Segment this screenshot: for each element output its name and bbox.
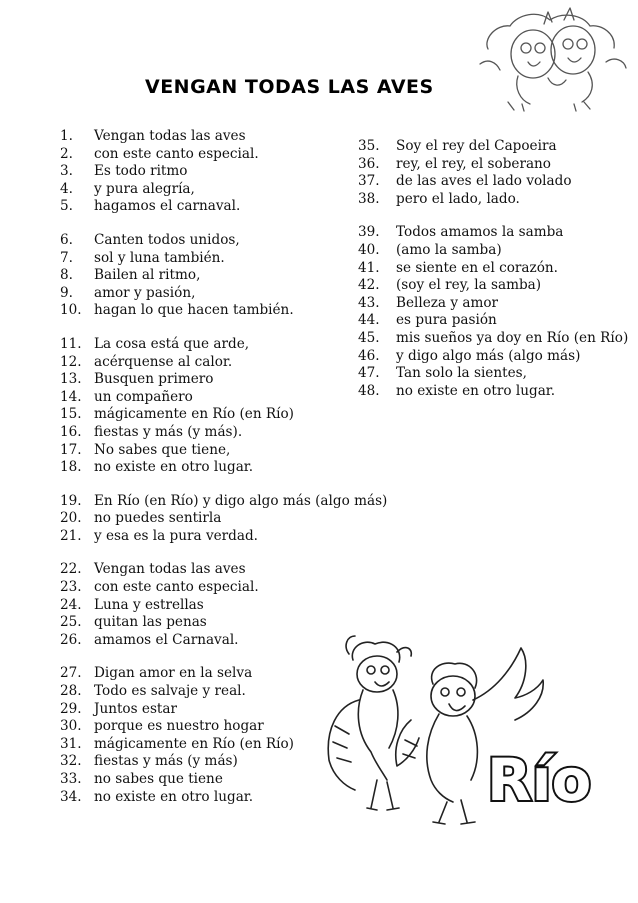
lyric-line: [60, 250, 390, 268]
lyric-line: [60, 163, 390, 181]
lyric-line: [60, 371, 390, 389]
lyric-line: [358, 277, 638, 295]
lyric-line: [60, 459, 390, 477]
lyric-line: [60, 597, 390, 615]
line-number: 22.: [60, 561, 82, 578]
lyric-line: [358, 383, 638, 401]
lyric-line: [358, 242, 638, 260]
line-text: no sabes que tiene: [94, 771, 223, 787]
lyric-line: [60, 146, 390, 164]
line-text: Es todo ritmo: [94, 163, 188, 180]
line-number: 21.: [60, 527, 82, 544]
line-number: 1.: [60, 128, 73, 144]
line-number: 34.: [60, 788, 82, 805]
line-text: de las aves el lado volado: [396, 173, 572, 190]
lyric-line: [60, 198, 390, 216]
lyric-line: [60, 406, 390, 424]
line-number: 39.: [358, 224, 380, 241]
line-number: 42.: [358, 277, 380, 294]
line-number: 15.: [60, 406, 82, 423]
line-number: 4.: [60, 180, 73, 197]
line-text: Bailen al ritmo,: [94, 267, 201, 284]
line-number: 40.: [358, 241, 380, 258]
page-title: VENGAN TODAS LAS AVES: [145, 76, 434, 98]
lyric-line: [60, 561, 390, 579]
line-number: 29.: [60, 700, 82, 717]
line-number: 45.: [358, 329, 380, 346]
lyric-line: [60, 442, 390, 460]
line-number: 2.: [60, 145, 73, 162]
lyric-line: [60, 285, 390, 303]
line-number: 35.: [358, 138, 380, 154]
line-number: 6.: [60, 231, 73, 248]
line-number: 32.: [60, 753, 82, 770]
line-text: mis sueños ya doy en Río (en Río): [396, 329, 629, 346]
rio-parrots-icon: [315, 630, 615, 830]
line-text: Todos amamos la samba: [396, 224, 564, 241]
line-number: 11.: [60, 335, 82, 352]
line-text: es pura pasión: [396, 312, 497, 329]
line-number: 47.: [358, 365, 380, 382]
line-text: Tan solo la sientes,: [396, 365, 527, 382]
line-text: hagan lo que hacen también.: [94, 302, 294, 319]
line-number: 20.: [60, 510, 82, 527]
lyric-line: [358, 348, 638, 366]
lyric-line: [358, 156, 638, 174]
line-text: no puedes sentirla: [94, 510, 222, 527]
right-stanza: [358, 138, 638, 208]
line-number: 17.: [60, 441, 82, 458]
line-text: fiestas y más (y más).: [94, 423, 243, 440]
line-number: 46.: [358, 347, 380, 364]
line-text: pero el lado, lado.: [396, 190, 520, 207]
line-text: Canten todos unidos,: [94, 231, 240, 248]
rio-logo: Río: [487, 746, 592, 814]
line-text: Juntos estar: [94, 700, 177, 717]
line-text: mágicamente en Río (en Río): [94, 735, 294, 752]
line-text: un compañero: [94, 388, 193, 405]
lyric-line: [358, 365, 638, 383]
line-text: Digan amor en la selva: [94, 665, 253, 682]
lyric-line: [358, 260, 638, 278]
line-number: 37.: [358, 173, 380, 190]
line-text: La cosa está que arde,: [94, 335, 250, 352]
lyric-line: [358, 173, 638, 191]
line-text: Busquen primero: [94, 371, 214, 388]
lyric-line: [60, 528, 390, 546]
line-number: 48.: [358, 382, 380, 399]
line-number: 16.: [60, 423, 82, 440]
lyric-line: [358, 138, 638, 156]
lyric-line: [60, 510, 390, 528]
lyric-line: [60, 493, 390, 511]
line-number: 26.: [60, 631, 82, 648]
line-number: 27.: [60, 665, 82, 682]
line-text: amor y pasión,: [94, 284, 196, 301]
lyric-line: [60, 128, 390, 146]
line-text: con este canto especial.: [94, 145, 259, 162]
line-text: Belleza y amor: [396, 294, 499, 311]
line-text: No sabes que tiene,: [94, 441, 231, 458]
lyric-line: [358, 330, 638, 348]
line-number: 23.: [60, 579, 82, 596]
line-text: rey, el rey, el soberano: [396, 155, 551, 172]
line-text: con este canto especial.: [94, 579, 259, 596]
line-number: 33.: [60, 771, 82, 787]
line-number: 28.: [60, 683, 82, 700]
lyric-line: [358, 224, 638, 242]
lyric-line: [358, 312, 638, 330]
lyric-line: [60, 389, 390, 407]
left-stanza: [60, 493, 390, 546]
line-number: 13.: [60, 371, 82, 388]
line-text: Todo es salvaje y real.: [94, 683, 246, 700]
line-number: 38.: [358, 190, 380, 207]
lyric-line: [60, 181, 390, 199]
line-number: 8.: [60, 267, 73, 284]
line-text: porque es nuestro hogar: [94, 718, 264, 735]
left-stanza: [60, 232, 390, 320]
line-number: 24.: [60, 596, 82, 613]
line-text: y digo algo más (algo más): [396, 347, 581, 364]
line-text: y esa es la pura verdad.: [94, 527, 258, 544]
line-text: (soy el rey, la samba): [396, 277, 542, 294]
birds-pair-icon: [478, 4, 628, 112]
right-stanza: [358, 224, 638, 400]
line-number: 18.: [60, 459, 82, 476]
line-text: Soy el rey del Capoeira: [396, 138, 557, 154]
line-text: mágicamente en Río (en Río): [94, 406, 294, 423]
lyric-line: [60, 424, 390, 442]
line-number: 30.: [60, 718, 82, 735]
line-text: En Río (en Río) y digo algo más (algo más): [94, 492, 388, 509]
line-number: 44.: [358, 312, 380, 329]
line-number: 7.: [60, 249, 73, 266]
lyric-line: [60, 302, 390, 320]
line-number: 19.: [60, 492, 82, 509]
lyrics-right-column: [358, 138, 638, 416]
line-number: 41.: [358, 259, 380, 276]
line-number: 10.: [60, 302, 82, 319]
line-text: Luna y estrellas: [94, 596, 204, 613]
line-text: no existe en otro lugar.: [94, 459, 254, 476]
line-text: acérquense al calor.: [94, 353, 233, 370]
line-text: no existe en otro lugar.: [94, 788, 254, 805]
line-number: 25.: [60, 614, 82, 631]
line-number: 14.: [60, 388, 82, 405]
lyric-line: [358, 191, 638, 209]
line-text: fiestas y más (y más): [94, 753, 238, 770]
line-text: (amo la samba): [396, 241, 502, 258]
line-text: se siente en el corazón.: [396, 259, 558, 276]
lyric-line: [60, 267, 390, 285]
line-text: sol y luna también.: [94, 249, 225, 266]
line-number: 43.: [358, 294, 380, 311]
line-number: 31.: [60, 735, 82, 752]
lyric-line: [358, 295, 638, 313]
line-text: hagamos el carnaval.: [94, 198, 241, 215]
line-text: no existe en otro lugar.: [396, 382, 556, 399]
lyric-line: [60, 354, 390, 372]
lyric-line: [60, 232, 390, 250]
line-number: 36.: [358, 155, 380, 172]
line-number: 5.: [60, 198, 73, 215]
left-stanza: [60, 128, 390, 216]
line-text: quitan las penas: [94, 614, 207, 631]
line-number: 12.: [60, 353, 82, 370]
line-text: y pura alegría,: [94, 180, 195, 197]
line-text: amamos el Carnaval.: [94, 631, 239, 648]
line-text: Vengan todas las aves: [94, 128, 246, 144]
lyric-line: [60, 336, 390, 354]
line-text: Vengan todas las aves: [94, 561, 246, 578]
line-number: 9.: [60, 284, 73, 301]
line-number: 3.: [60, 163, 73, 180]
left-stanza: [60, 336, 390, 477]
lyric-line: [60, 579, 390, 597]
